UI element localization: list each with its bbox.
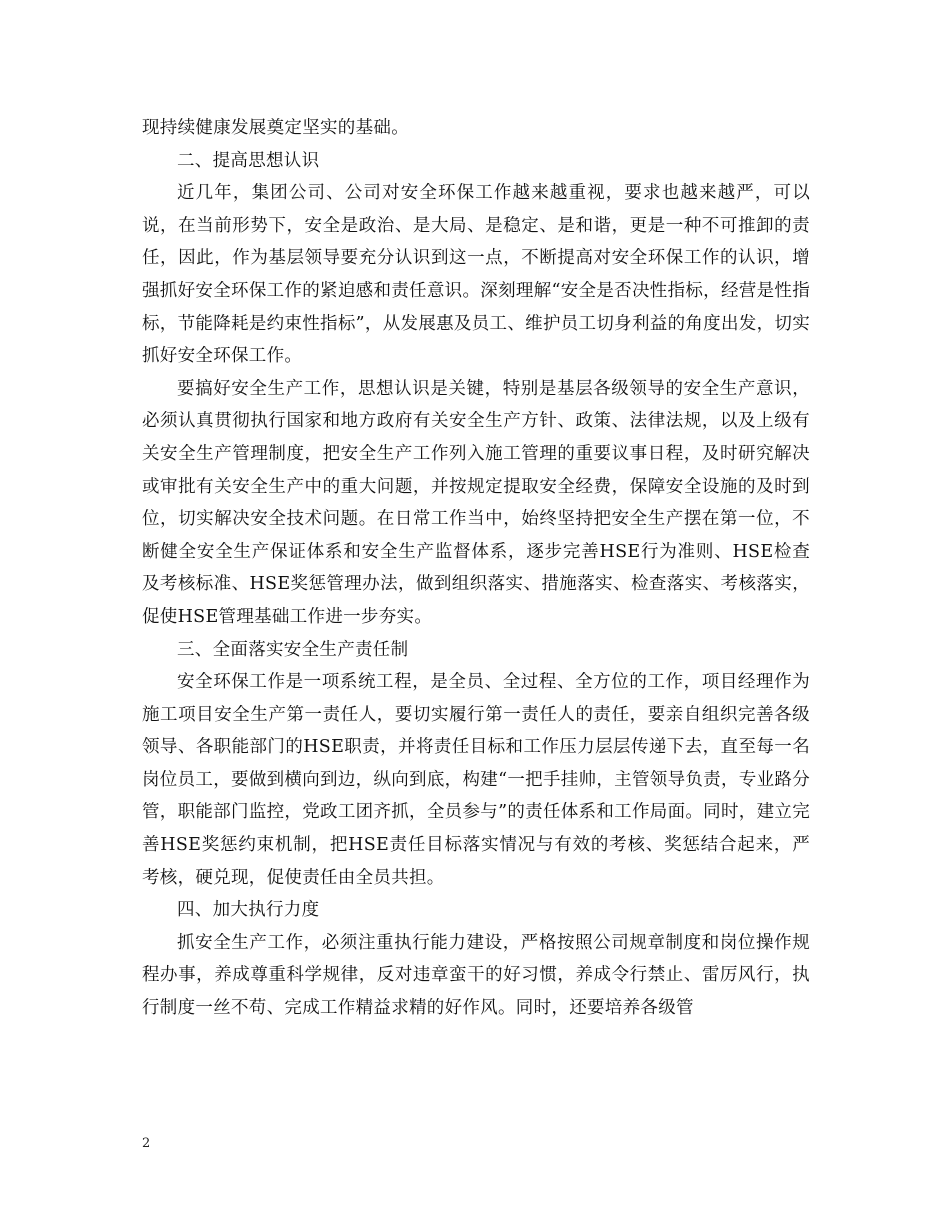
paragraph-safety-production: 要搞好安全生产工作，思想认识是关键，特别是基层各级领导的安全生产意识，必须认真贯彻执行国家和地方政府有关安全生产方针、政策、法律法规，以及上级有关安全生产管理制度，把安全生产工作列入施工管理的重要议事日程，及时研究解决或审批有关安全生产中的重大问题，并按规定提取安全经费，保障安全设施的及时到位，切实解决安全技术问题。在日常工作当中，始终坚持把安全生产摆在第一位，不断健全安全生产保证体系和安全生产监督体系，逐步完善HSE行为准则、HSE检查及考核标准、HSE奖惩管理办法，做到组织落实、措施落实、检查落实、考核落实，促使HSE管理基础工作进一步夯实。 bbox=[142, 378, 810, 627]
section-heading-three: 三、全面落实安全生产责任制 bbox=[177, 639, 409, 660]
paragraph-continuation: 现持续健康发展奠定坚实的基础。 bbox=[142, 118, 409, 138]
paragraph-execution: 抓安全生产工作，必须注重执行能力建设，严格按照公司规章制度和岗位操作规程办事，养成尊重科学规律，反对违章蛮干的好习惯，养成令行禁止、雷厉风行，执行制度一丝不苟、完成工作精益求精的好作风。同时，还要培养各级管 bbox=[142, 932, 810, 1019]
section-heading-two: 二、提高思想认识 bbox=[177, 150, 320, 171]
paragraph-responsibility-system: 安全环保工作是一项系统工程，是全员、全过程、全方位的工作，项目经理作为施工项目安全生产第一责任人，要切实履行第一责任人的责任，要亲自组织完善各级领导、各职能部门的HSE职责，并将责任目标和工作压力层层传递下去，直至每一名岗位员工，要做到横向到边，纵向到底，构建“一把手挂帅，主管领导负责，专业路分管，职能部门监控，党政工团齐抓，全员参与”的责任体系和工作局面。同时，建立完善HSE奖惩约束机制，把HSE责任目标落实情况与有效的考核、奖惩结合起来，严考核，硬兑现，促使责任由全员共担。 bbox=[142, 672, 810, 888]
document-body bbox=[142, 112, 810, 1025]
page-number: 2 bbox=[142, 1136, 151, 1151]
paragraph-awareness: 近几年，集团公司、公司对安全环保工作越来越重视，要求也越来越严，可以说，在当前形势下，安全是政治、是大局、是稳定、是和谐，更是一种不可推卸的责任，因此，作为基层领导要充分认识到这一点，不断提高对安全环保工作的认识，增强抓好安全环保工作的紧迫感和责任意识。深刻理解“安全是否决性指标，经营是性指标，节能降耗是约束性指标”，从发展惠及员工、维护员工切身利益的角度出发，切实抓好安全环保工作。 bbox=[142, 183, 810, 367]
section-heading-four: 四、加大执行力度 bbox=[177, 900, 320, 921]
